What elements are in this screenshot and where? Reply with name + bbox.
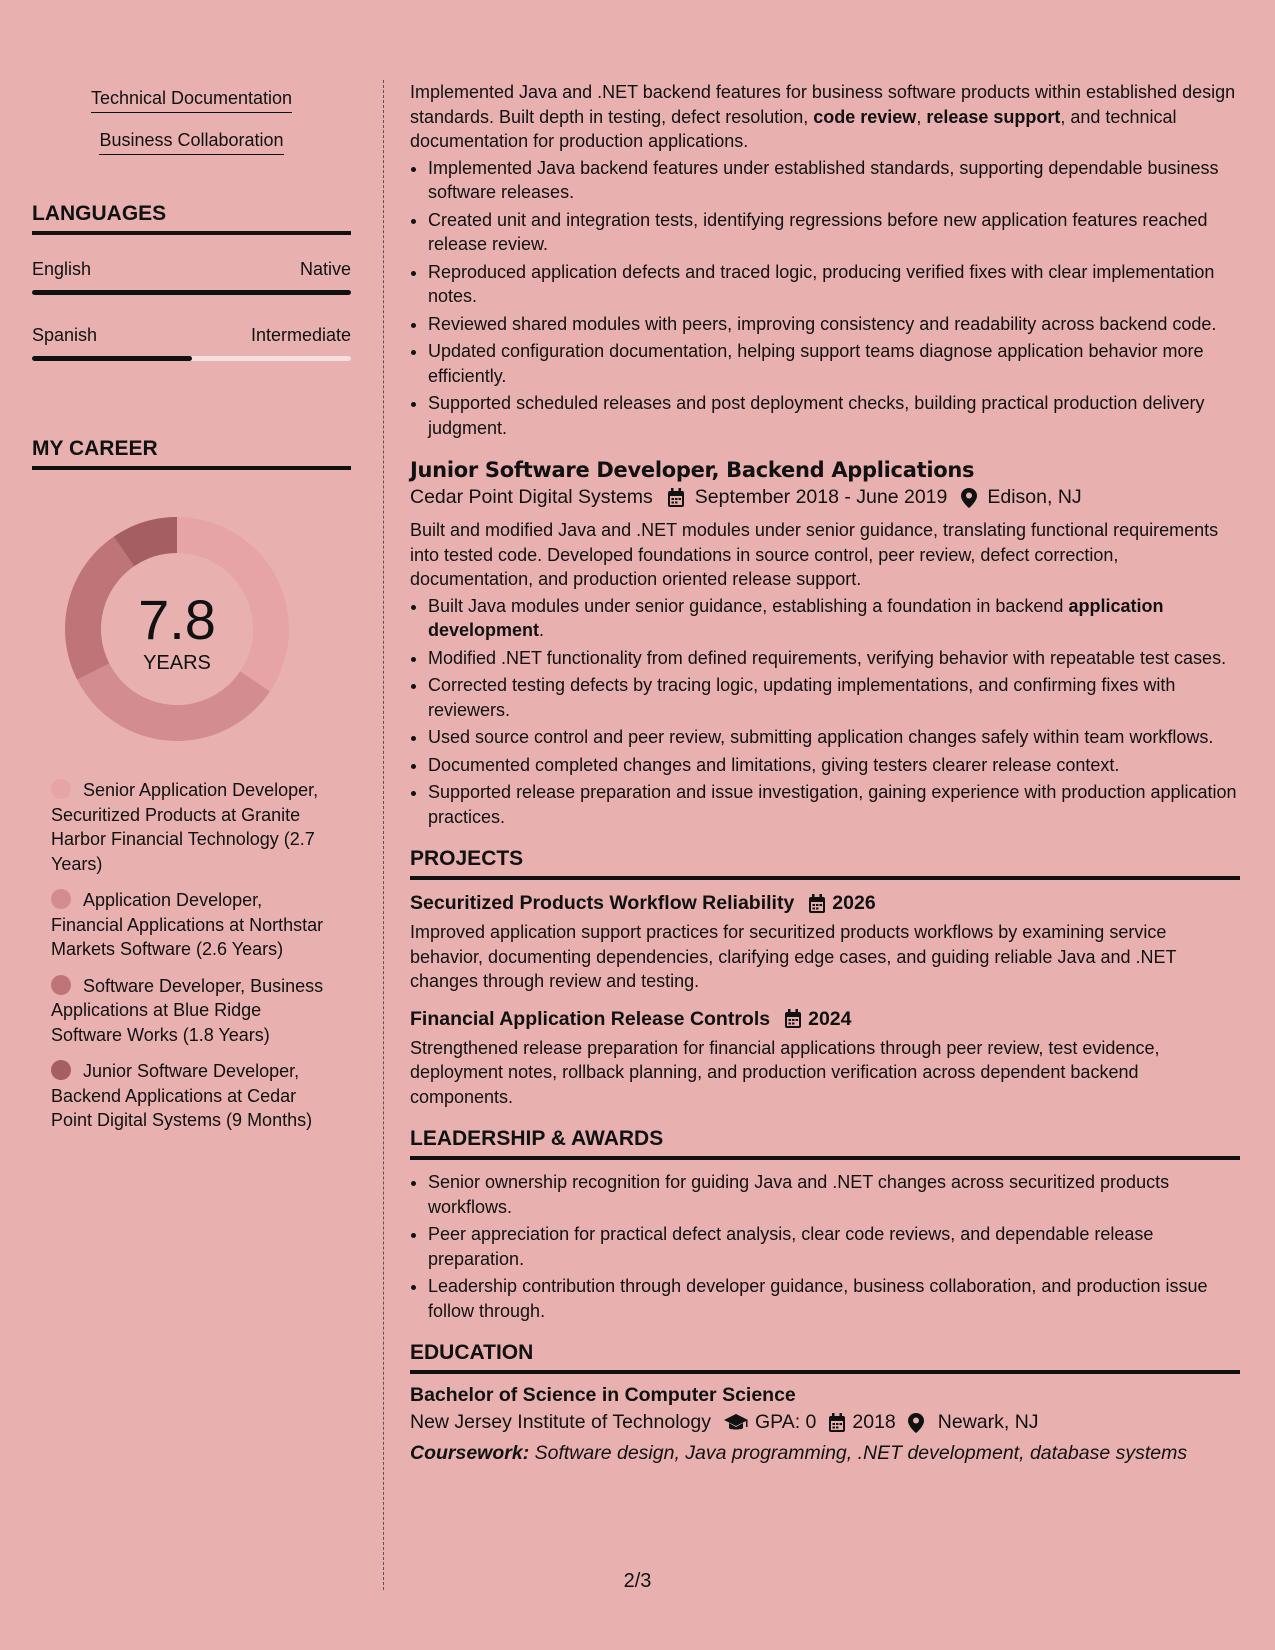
project-year: 2026: [832, 892, 876, 914]
project-title: Financial Application Release Controls 2024: [410, 1007, 852, 1030]
job-title: Junior Software Developer, Backend Applications: [410, 458, 975, 482]
legend-dot: [51, 975, 71, 995]
bullet-item: • Updated configuration documentation, helping support teams diagnose application behavior more efficiently.: [428, 339, 1240, 388]
language-bar: [32, 356, 351, 361]
career-donut-chart: [62, 514, 292, 744]
skills-list: [32, 80, 351, 164]
job-location: Edison, NJ: [987, 486, 1082, 508]
bullet-item: • Modified .NET functionality from defined requirements, verifying behavior with repeatable test cases.: [428, 646, 1240, 671]
bullet-item: • Senior ownership recognition for guiding Java and .NET changes across securitized products workflows.: [428, 1170, 1240, 1219]
project-desc: Strengthened release preparation for financial applications through peer review, test evidence, deployment notes, rollback planning, and production verification across dependent backend components.: [410, 1037, 1160, 1107]
career-legend: [51, 778, 331, 1133]
career-legend-item: [51, 778, 331, 876]
legend-label: Software Developer, Business Applications at Blue Ridge Software Works (1.8 Years): [51, 975, 324, 1045]
career-section: [32, 437, 351, 1133]
language-bar-fill: [32, 290, 351, 295]
project-title: Securitized Products Workflow Reliability 2026: [410, 892, 876, 914]
education-location: Newark, NJ: [937, 1411, 1039, 1433]
language-row: [32, 259, 351, 280]
bullet-item: • Implemented Java backend features under established standards, supporting dependable business software releases.: [428, 156, 1240, 205]
legend-dot: [51, 889, 71, 909]
left-column: [32, 80, 351, 1145]
language-bar: [32, 290, 351, 295]
bullet-item: • Corrected testing defects by tracing logic, updating implementations, and confirming fixes with reviewers.: [428, 673, 1240, 722]
legend-dot: [51, 1060, 71, 1080]
education-degree: Bachelor of Science in Computer Science: [410, 1384, 796, 1406]
page-number: 2/3: [623, 1570, 652, 1592]
language-name: Spanish: [32, 325, 98, 345]
role-summary: Implemented Java and .NET backend features for business software products within established design standards. Built depth in testing, defect resolution, code review, release support, and technical documentation for production applications.: [410, 82, 1236, 151]
calendar-icon: [828, 1413, 846, 1433]
education-gpa: GPA: 0: [754, 1411, 817, 1433]
career-legend-item: [51, 888, 331, 962]
leadership-heading: LEADERSHIP & AWARDS: [410, 1127, 1240, 1160]
leadership-bullets: [410, 1170, 1240, 1323]
education-meta: [410, 1411, 1240, 1434]
bullet-item: • Built Java modules under senior guidance, establishing a foundation in backend application development.: [428, 594, 1240, 643]
language-row: [32, 325, 351, 346]
language-level: Native: [299, 259, 351, 279]
education-year: 2018: [852, 1411, 896, 1433]
calendar-icon: [667, 488, 685, 508]
job-summary: Built and modified Java and .NET modules under senior guidance, translating functional requirements into tested code. Developed foundations in source control, peer review, defect correction, documentation, and production oriented release support.: [410, 520, 1219, 589]
legend-dot: [51, 779, 71, 799]
language-level: Intermediate: [250, 325, 351, 345]
career-legend-item: [51, 974, 331, 1048]
bullet-item: • Reviewed shared modules with peers, improving consistency and readability across backend code.: [428, 312, 1240, 337]
skill-tag: Business Collaboration: [99, 130, 283, 155]
legend-label: Junior Software Developer, Backend Applications at Cedar Point Digital Systems (9 Months): [51, 1061, 313, 1130]
bullet-item: • Leadership contribution through developer guidance, business collaboration, and production issue follow through.: [428, 1274, 1240, 1323]
projects-heading: PROJECTS: [410, 847, 1240, 880]
calendar-icon: [784, 1009, 802, 1029]
location-pin-icon: [908, 1413, 924, 1433]
language-name: English: [32, 259, 92, 279]
role-bullets: [410, 156, 1240, 441]
skill-tag: Technical Documentation: [91, 88, 292, 113]
career-total-value: 7.8: [138, 588, 216, 651]
career-heading: MY CAREER: [32, 437, 351, 470]
legend-label: Application Developer, Financial Applications at Northstar Markets Software (2.6 Years): [51, 890, 324, 959]
education-coursework: Coursework: Software design, Java programming, .NET development, database systems: [410, 1442, 1188, 1464]
project-year: 2024: [808, 1007, 852, 1030]
bullet-item: • Created unit and integration tests, identifying regressions before new application features reached release review.: [428, 208, 1240, 257]
career-legend-item: [51, 1059, 331, 1133]
languages-section: [32, 202, 351, 361]
job-meta: [410, 486, 1240, 509]
calendar-icon: [808, 894, 826, 914]
project-desc: Improved application support practices for securitized products workflows by examining service behavior, documenting dependencies, clarifying edge cases, and guiding reliable Java and .NET changes through review and testing.: [410, 922, 1177, 991]
job-bullets: [410, 594, 1240, 830]
education-heading: EDUCATION: [410, 1341, 1240, 1374]
job-company: Cedar Point Digital Systems: [410, 486, 653, 508]
bullet-item: • Supported release preparation and issue investigation, gaining experience with production application practices.: [428, 780, 1240, 829]
legend-label: Senior Application Developer, Securitized Products at Granite Harbor Financial Technology (2.7 Years): [51, 780, 319, 874]
education-school: New Jersey Institute of Technology: [410, 1411, 711, 1433]
languages-heading: LANGUAGES: [32, 202, 351, 235]
job-dates: September 2018 - June 2019: [694, 486, 948, 508]
language-bar-fill: [32, 356, 192, 361]
right-column: [410, 80, 1240, 1465]
location-pin-icon: [961, 488, 977, 508]
column-divider: [383, 80, 384, 1590]
bullet-item: • Reproduced application defects and traced logic, producing verified fixes with clear implementation notes.: [428, 260, 1240, 309]
bullet-item: • Used source control and peer review, submitting application changes safely within team workflows.: [428, 725, 1240, 750]
career-total-unit: YEARS: [143, 652, 211, 674]
bullet-item: • Documented completed changes and limitations, giving testers clearer release context.: [428, 753, 1240, 778]
bullet-item: • Supported scheduled releases and post deployment checks, building practical production delivery judgment.: [428, 391, 1240, 440]
graduation-cap-icon: [723, 1413, 749, 1433]
bullet-item: • Peer appreciation for practical defect analysis, clear code reviews, and dependable release preparation.: [428, 1222, 1240, 1271]
